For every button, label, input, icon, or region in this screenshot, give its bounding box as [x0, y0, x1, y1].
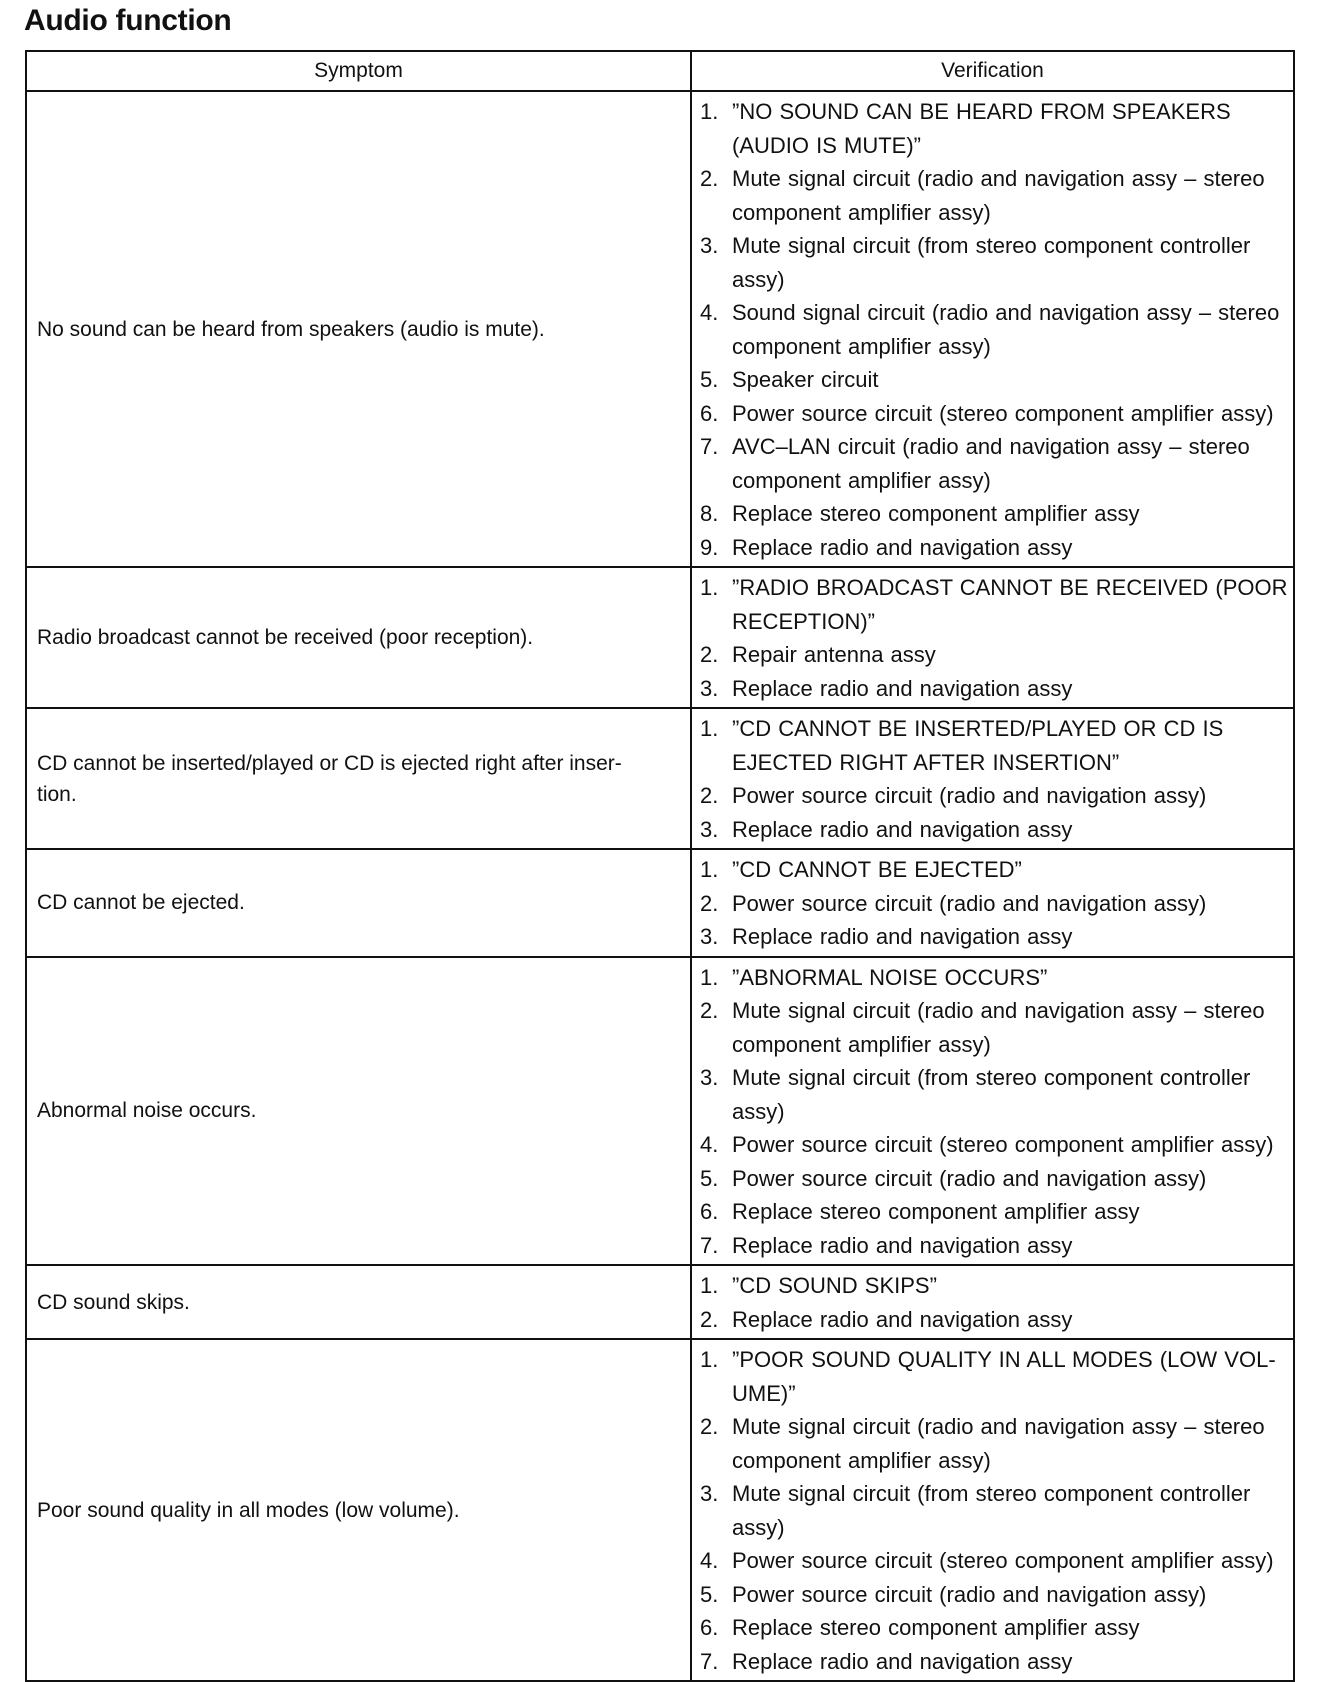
verification-step — [700, 571, 1289, 638]
step-text: Power source circuit (radio and navigation assy) — [732, 1581, 1207, 1607]
verification-cell — [691, 1339, 1294, 1681]
step-text: Replace radio and navigation assy — [732, 534, 1073, 560]
step-text: Replace radio and navigation assy — [732, 1648, 1073, 1674]
table-row — [26, 957, 1294, 1266]
step-number: 3. — [700, 924, 719, 949]
step-number: 5. — [700, 1165, 719, 1191]
verification-step — [700, 1128, 1289, 1162]
symptom-cell: CD cannot be inserted/played or CD is ejected right after inser- tion. — [26, 708, 691, 849]
verification-step — [700, 162, 1289, 229]
verification-step — [700, 1303, 1289, 1337]
step-text: ”CD CANNOT BE EJECTED” — [732, 857, 1022, 882]
verification-step — [700, 1578, 1289, 1612]
verification-step — [700, 229, 1289, 296]
step-text: Mute signal circuit (from stereo component controller assy) — [732, 1065, 1251, 1124]
verification-step — [700, 1195, 1289, 1229]
verification-step — [700, 363, 1289, 397]
table-row — [26, 1265, 1294, 1339]
step-number: 3. — [700, 1481, 719, 1506]
step-text: Power source circuit (stereo component amplifier assy) — [732, 1548, 1274, 1573]
symptom-cell: CD sound skips. — [26, 1265, 691, 1339]
verification-step — [700, 638, 1289, 672]
audio-function-table — [25, 50, 1295, 1682]
step-text: Speaker circuit — [732, 367, 879, 392]
step-number: 5. — [700, 367, 719, 392]
step-number: 2. — [700, 783, 719, 808]
step-number: 1. — [700, 857, 719, 882]
step-text: Mute signal circuit (from stereo component controller assy) — [732, 1481, 1251, 1540]
step-text: Power source circuit (radio and navigation assy) — [732, 890, 1207, 916]
step-text: ”CD SOUND SKIPS” — [732, 1273, 937, 1298]
step-number: 6. — [700, 1615, 719, 1640]
verification-step — [700, 1544, 1289, 1578]
step-number: 2. — [700, 166, 719, 191]
step-number: 3. — [700, 675, 719, 701]
step-number: 6. — [700, 400, 719, 426]
verification-step — [700, 95, 1289, 162]
verification-steps — [700, 712, 1289, 846]
table-row — [26, 91, 1294, 567]
step-number: 1. — [700, 99, 719, 124]
verification-step — [700, 1269, 1289, 1303]
verification-steps — [700, 1343, 1289, 1678]
step-number: 1. — [700, 964, 719, 990]
step-text: Mute signal circuit (radio and navigation assy – stereo component amplifier assy) — [732, 1414, 1265, 1473]
table-row — [26, 708, 1294, 849]
verification-step — [700, 961, 1289, 995]
verification-step — [700, 296, 1289, 363]
verification-step — [700, 920, 1289, 954]
verification-step — [700, 672, 1289, 706]
step-text: ”RADIO BROADCAST CANNOT BE RECEIVED (POOR RECEPTION)” — [732, 575, 1288, 634]
verification-step — [700, 1611, 1289, 1645]
step-text: Replace stereo component amplifier assy — [732, 1199, 1140, 1224]
step-number: 2. — [700, 998, 719, 1023]
verification-cell — [691, 91, 1294, 567]
step-text: Mute signal circuit (radio and navigation assy – stereo component amplifier assy) — [732, 166, 1265, 225]
step-number: 3. — [700, 816, 719, 842]
verification-steps — [700, 853, 1289, 954]
step-text: Mute signal circuit (from stereo component controller assy) — [732, 233, 1251, 292]
step-text: Replace radio and navigation assy — [732, 1232, 1073, 1258]
step-number: 4. — [700, 300, 719, 325]
verification-step — [700, 1410, 1289, 1477]
step-number: 9. — [700, 534, 719, 560]
step-text: Replace radio and navigation assy — [732, 1306, 1073, 1332]
step-text: Sound signal circuit (radio and navigation assy – stereo component amplifier assy) — [732, 300, 1280, 359]
step-text: Repair antenna assy — [732, 642, 936, 667]
step-text: Power source circuit (radio and navigation assy) — [732, 783, 1207, 808]
step-text: Replace stereo component amplifier assy — [732, 1615, 1140, 1640]
verification-cell — [691, 849, 1294, 957]
step-number: 5. — [700, 1581, 719, 1607]
step-text: ”POOR SOUND QUALITY IN ALL MODES (LOW VOL- UME)” — [732, 1347, 1276, 1406]
step-text: Power source circuit (radio and navigation assy) — [732, 1165, 1207, 1191]
verification-cell — [691, 1265, 1294, 1339]
verification-step — [700, 1162, 1289, 1196]
step-number: 4. — [700, 1548, 719, 1573]
step-text: Replace radio and navigation assy — [732, 675, 1073, 701]
symptom-cell: Poor sound quality in all modes (low volume). — [26, 1339, 691, 1681]
step-text: AVC–LAN circuit (radio and navigation assy – stereo component amplifier assy) — [732, 434, 1250, 493]
verification-step — [700, 712, 1289, 779]
step-number: 7. — [700, 1648, 719, 1674]
verification-step — [700, 1477, 1289, 1544]
verification-step — [700, 497, 1289, 531]
verification-cell — [691, 567, 1294, 708]
step-text: Replace radio and navigation assy — [732, 816, 1073, 842]
verification-steps — [700, 1269, 1289, 1336]
verification-steps — [700, 961, 1289, 1263]
verification-step — [700, 779, 1289, 813]
column-header-symptom: Symptom — [26, 51, 691, 91]
step-number: 2. — [700, 642, 719, 667]
step-number: 1. — [700, 1347, 719, 1372]
verification-cell — [691, 708, 1294, 849]
symptom-cell: No sound can be heard from speakers (audio is mute). — [26, 91, 691, 567]
step-number: 7. — [700, 434, 719, 459]
verification-step — [700, 531, 1289, 565]
symptom-cell: Abnormal noise occurs. — [26, 957, 691, 1266]
verification-step — [700, 1343, 1289, 1410]
symptom-cell: Radio broadcast cannot be received (poor reception). — [26, 567, 691, 708]
verification-step — [700, 430, 1289, 497]
step-number: 6. — [700, 1199, 719, 1224]
step-number: 1. — [700, 716, 719, 741]
step-text: ”ABNORMAL NOISE OCCURS” — [732, 964, 1048, 990]
verification-step — [700, 853, 1289, 887]
step-text: Replace radio and navigation assy — [732, 924, 1073, 949]
symptom-cell: CD cannot be ejected. — [26, 849, 691, 957]
step-number: 2. — [700, 1414, 719, 1439]
verification-step — [700, 813, 1289, 847]
step-number: 3. — [700, 233, 719, 258]
step-number: 7. — [700, 1232, 719, 1258]
table-row — [26, 567, 1294, 708]
step-text: ”NO SOUND CAN BE HEARD FROM SPEAKERS (AUDIO IS MUTE)” — [732, 99, 1231, 158]
table-row — [26, 1339, 1294, 1681]
verification-step — [700, 1061, 1289, 1128]
column-header-verification: Verification — [691, 51, 1294, 91]
step-number: 3. — [700, 1065, 719, 1090]
verification-step — [700, 1229, 1289, 1263]
step-number: 1. — [700, 1273, 719, 1298]
verification-steps — [700, 95, 1289, 564]
step-number: 8. — [700, 501, 719, 526]
step-text: Mute signal circuit (radio and navigation assy – stereo component amplifier assy) — [732, 998, 1265, 1057]
step-number: 1. — [700, 575, 719, 600]
step-number: 2. — [700, 890, 719, 916]
verification-step — [700, 1645, 1289, 1679]
verification-step — [700, 887, 1289, 921]
verification-steps — [700, 571, 1289, 705]
table-row — [26, 849, 1294, 957]
verification-cell — [691, 957, 1294, 1266]
verification-step — [700, 397, 1289, 431]
page-title: Audio function — [24, 4, 232, 37]
step-text: Power source circuit (stereo component amplifier assy) — [732, 1132, 1274, 1157]
step-number: 4. — [700, 1132, 719, 1157]
verification-step — [700, 994, 1289, 1061]
step-text: Power source circuit (stereo component amplifier assy) — [732, 400, 1274, 426]
step-number: 2. — [700, 1306, 719, 1332]
step-text: Replace stereo component amplifier assy — [732, 501, 1140, 526]
table-header-row — [26, 51, 1294, 91]
step-text: ”CD CANNOT BE INSERTED/PLAYED OR CD IS EJECTED RIGHT AFTER INSERTION” — [732, 716, 1224, 775]
